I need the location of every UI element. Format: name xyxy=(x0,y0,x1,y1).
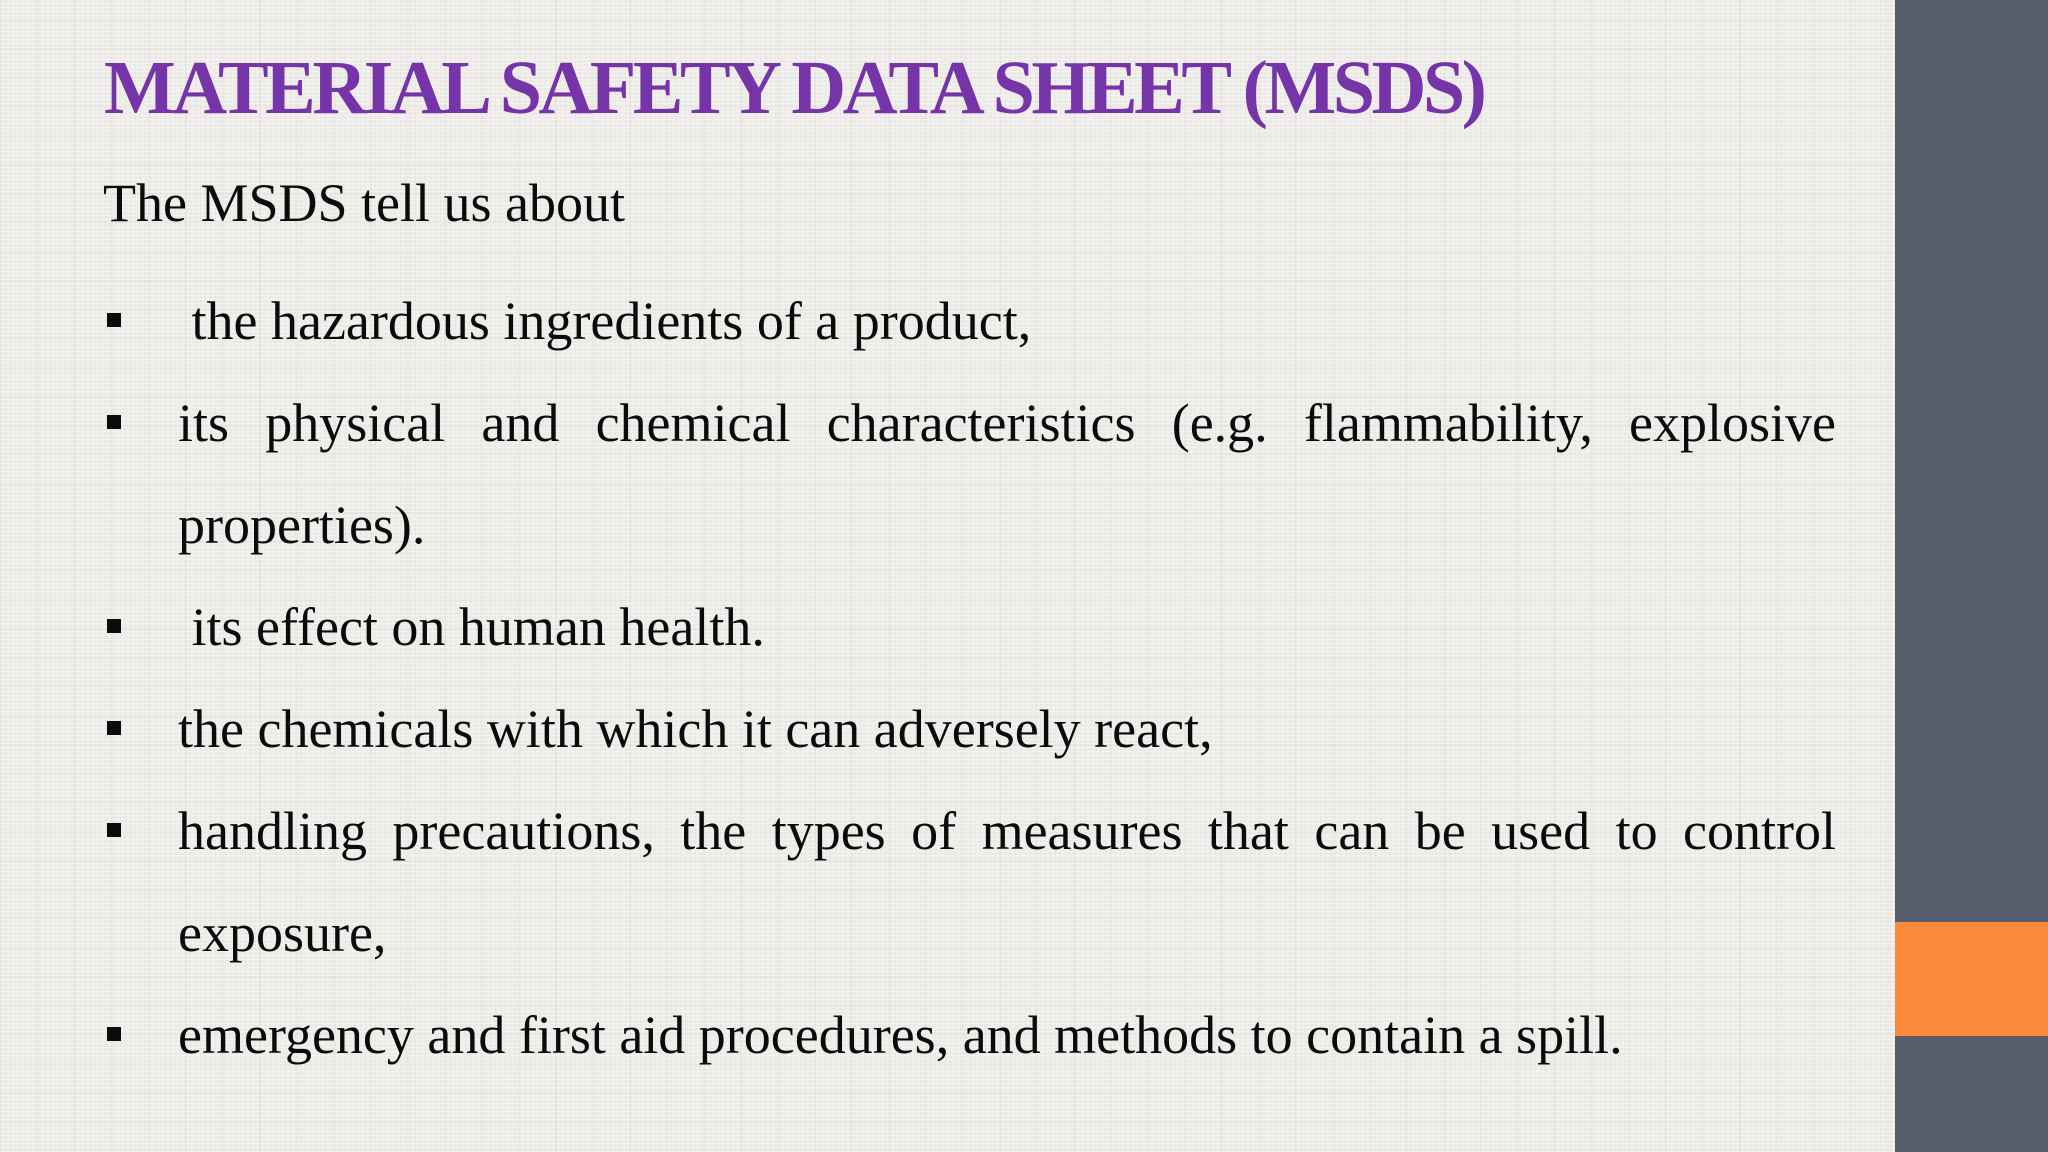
bullet-text: emergency and first aid procedures, and methods to contain a spill. xyxy=(178,1005,1623,1065)
square-bullet-icon xyxy=(107,1027,121,1041)
square-bullet-icon xyxy=(107,619,121,633)
list-item xyxy=(104,576,1836,678)
list-item xyxy=(104,372,1836,576)
bullet-list xyxy=(104,270,1836,1086)
list-item xyxy=(104,984,1836,1086)
bullet-text: the hazardous ingredients of a product, xyxy=(178,291,1032,351)
list-item xyxy=(104,678,1836,780)
bullet-text: the chemicals with which it can adversely react, xyxy=(178,699,1213,759)
list-item xyxy=(104,780,1836,984)
square-bullet-icon xyxy=(107,721,121,735)
bullet-text: its physical and chemical characteristics (e.g. flammability, explosive properties). xyxy=(178,393,1836,555)
square-bullet-icon xyxy=(107,823,121,837)
intro-text: The MSDS tell us about xyxy=(103,173,625,233)
side-accent-block xyxy=(1895,922,2048,1036)
square-bullet-icon xyxy=(107,415,121,429)
bullet-text: handling precautions, the types of measures that can be used to control exposure, xyxy=(178,801,1836,963)
square-bullet-icon xyxy=(107,313,121,327)
list-item xyxy=(104,270,1836,372)
slide-title: MATERIAL SAFETY DATA SHEET (MSDS) xyxy=(104,46,1484,130)
bullet-text: its effect on human health. xyxy=(178,597,765,657)
